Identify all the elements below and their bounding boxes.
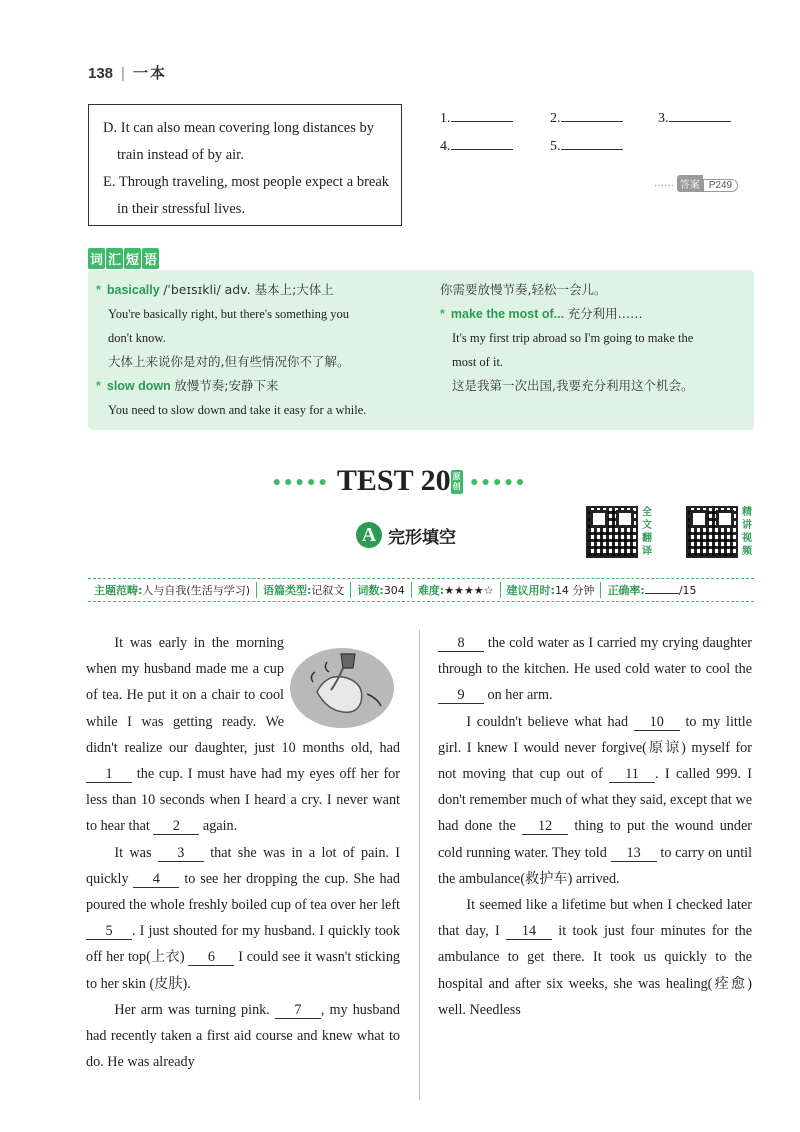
vocab-translation: 你需要放慢节奏,轻松一会儿。: [440, 282, 607, 297]
original-badge: 原创: [451, 470, 463, 494]
blank-4[interactable]: 4: [133, 871, 179, 888]
passage-paragraph: It was early in the morning when my husband made me a cup of tea. He put it on a chair to cool while I was getting ready. We didn't realize our daughter, just 10 months old, had 1 the cup. I must have had my eyes off her for less than 10 seconds when I heard a cry. I never want to hear that 2 again.: [86, 635, 400, 835]
passage-paragraph: I couldn't believe what had 10 to my little girl. I knew I would never forgive(原谅) myself for not moving that cup out of 11 . I called 999. I don't remember much of what they said, except that we had done the 12 thing to put the wound under cold running water. They told 13 to carry on until the ambulance(救护车) arrived.: [438, 713, 753, 887]
blank-7[interactable]: 7: [275, 1002, 321, 1019]
vocab-translation: 大体上来说你是对的,但有些情况你不了解。: [108, 354, 350, 369]
blank-3[interactable]: 3: [158, 845, 204, 862]
answer-blank-5[interactable]: 5.: [550, 136, 623, 155]
test-title-text: TEST 20: [336, 464, 451, 497]
blank-11[interactable]: 11: [609, 766, 655, 783]
passage-right-column: [438, 630, 752, 1023]
section-title-text: 完形填空: [388, 527, 456, 548]
answer-tag: 答案: [677, 175, 703, 192]
info-time: 建议用时:14 分钟: [501, 582, 602, 598]
passage-paragraph: 8 the cold water as I carried my crying daughter through to the kitchen. He used cold water to cool the 9 on her arm.: [438, 635, 752, 704]
passage-paragraph: It seemed like a lifetime but when I checked later that day, I 14 it took just four minutes for the ambulance to get there. It took us quickly to the hospital and after six weeks, she was healing(痊愈) well. Needless: [438, 897, 753, 1018]
qr-code-translation[interactable]: [586, 506, 638, 558]
info-bar: [88, 578, 754, 602]
passage-paragraph: It was 3 that she was in a lot of pain. I quickly 4 to see her dropping the cup. She had poured the whole freshly boiled cup of tea over her left 5 . I just shouted for my husband. I quickly took off her top(上衣) 6 I could see it wasn't sticking to her skin (皮肤).: [86, 844, 401, 992]
info-theme: 主题范畴:人与自我(生活与学习): [88, 582, 257, 598]
header-separator: |: [121, 65, 125, 82]
qr-label-translation: 全 文 翻 译: [642, 507, 652, 557]
info-genre: 语篇类型:记叙文: [257, 582, 351, 598]
blank-5[interactable]: 5: [86, 923, 132, 940]
answer-blank-2[interactable]: 2.: [550, 108, 623, 127]
blank-9[interactable]: 9: [438, 687, 484, 704]
blank-10[interactable]: 10: [634, 714, 680, 731]
vocab-title: 词 汇 短 语: [88, 248, 160, 269]
blank-1[interactable]: 1: [86, 766, 132, 783]
page-header: [88, 62, 167, 83]
section-title: [356, 522, 456, 548]
section-letter-badge: A: [356, 522, 382, 548]
answer-blank-3[interactable]: 3.: [658, 108, 731, 127]
vocab-panel: [88, 270, 754, 430]
vocab-example: It's my first trip abroad so I'm going to make the: [452, 331, 694, 345]
vocab-entry-basically: * basically /ˈbeɪsɪkli/ adv. 基本上;大体上: [96, 282, 334, 297]
vocab-example: most of it.: [452, 355, 504, 369]
answer-page: P249: [703, 179, 738, 192]
vocab-entry-make-the-most: * make the most of... 充分利用……: [440, 306, 643, 321]
blank-2[interactable]: 2: [153, 818, 199, 835]
options-box: [88, 104, 402, 226]
answer-blank-4[interactable]: 4.: [440, 136, 513, 155]
vocab-translation: 这是我第一次出国,我要充分利用这个机会。: [452, 378, 694, 393]
blank-8[interactable]: 8: [438, 635, 484, 652]
column-divider: [419, 630, 420, 1100]
dots-right: ●●●●●: [470, 475, 528, 491]
blank-14[interactable]: 14: [506, 923, 552, 940]
test-title: [0, 464, 800, 498]
qr-label-video: 精 讲 视 频: [742, 507, 752, 557]
info-accuracy: 正确率: /15: [607, 584, 697, 597]
page-number: 138: [88, 65, 114, 82]
dots-left: ●●●●●: [272, 475, 330, 491]
passage-left-column: [86, 630, 400, 1075]
vocab-entry-slow-down: * slow down 放慢节奏;安静下来: [96, 378, 279, 393]
answer-reference: ······ 答案 P249: [654, 175, 738, 192]
qr-code-video[interactable]: [686, 506, 738, 558]
vocab-example: You need to slow down and take it easy for a while.: [108, 403, 367, 417]
info-difficulty: 难度:★★★★☆: [412, 582, 501, 598]
blank-13[interactable]: 13: [611, 845, 657, 862]
answer-blank-1[interactable]: 1.: [440, 108, 513, 127]
blank-12[interactable]: 12: [522, 818, 568, 835]
blank-6[interactable]: 6: [188, 949, 234, 966]
info-words: 词数:304: [351, 582, 411, 598]
option-e: E. Through traveling, most people expect a break in their stressful lives.: [103, 174, 390, 217]
passage-paragraph: Her arm was turning pink. 7 , my husband had recently taken a first aid course and knew what to do. He was already: [86, 1001, 400, 1071]
accuracy-blank[interactable]: [645, 584, 679, 594]
option-d: D. It can also mean covering long distances by train instead of by air.: [103, 120, 375, 163]
vocab-example: don't know.: [108, 331, 166, 345]
vocab-example: You're basically right, but there's something you: [108, 307, 350, 321]
brand-logo: 一本: [132, 64, 167, 82]
